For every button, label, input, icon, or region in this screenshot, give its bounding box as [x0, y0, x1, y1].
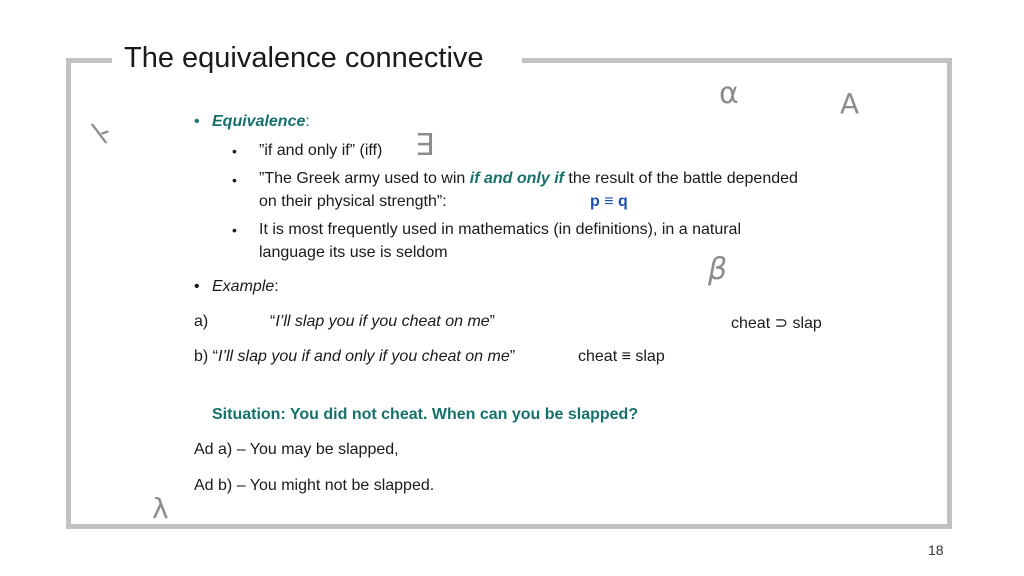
equivalence-label: Equivalence	[212, 113, 306, 130]
slide-title: The equivalence connective	[124, 42, 484, 74]
example-a-label: a)	[194, 313, 209, 330]
example-b-close: ”	[509, 348, 516, 365]
beta-symbol: β	[708, 252, 728, 287]
equivalence-heading	[212, 113, 310, 131]
exists-symbol: ∃	[415, 128, 434, 163]
greek-army-post: the result of the battle depended	[563, 170, 798, 187]
answer-a: Ad a) – You may be slapped,	[194, 441, 399, 458]
bullet-example: •	[194, 278, 200, 295]
example-b-sentence	[194, 348, 515, 366]
iff-definition: ”if and only if” (iff)	[259, 142, 383, 159]
example-colon: :	[274, 278, 279, 295]
negation-symbol: \-	[88, 115, 111, 150]
usage-line1: It is most frequently used in mathematics (in definitions), in a natural	[259, 221, 741, 238]
equivalence-colon: :	[305, 113, 310, 130]
example-a-open: “	[270, 313, 276, 330]
example-heading	[212, 278, 279, 296]
bullet-equivalence: •	[194, 113, 200, 130]
example-b-text: I’ll slap you if and only if you cheat on me	[218, 348, 510, 365]
bullet-sub3: •	[232, 222, 237, 238]
lambda-symbol: λ	[152, 492, 169, 525]
example-b-label: b) “	[194, 348, 218, 365]
greek-army-line2: on their physical strength”:	[259, 193, 447, 210]
usage-line2: language its use is seldom	[259, 244, 448, 261]
situation-question: Situation: You did not cheat. When can you be slapped?	[212, 406, 639, 423]
answer-b: Ad b) – You might not be slapped.	[194, 477, 435, 494]
example-a-text: I’ll slap you if you cheat on me	[275, 313, 490, 330]
page-number: 18	[928, 542, 944, 558]
bullet-sub2: •	[232, 172, 237, 188]
bullet-sub1: •	[232, 143, 237, 159]
example-a-close: ”	[489, 313, 495, 330]
forall-symbol: ∀	[840, 86, 860, 119]
alpha-symbol: α	[719, 76, 739, 111]
formula-p-equiv-q: p ≡ q	[590, 193, 628, 210]
formula-implication: cheat ⊃ slap	[731, 315, 822, 332]
greek-army-line1	[259, 170, 798, 188]
example-a-sentence	[270, 313, 495, 331]
example-label: Example	[212, 278, 275, 295]
formula-equivalence: cheat ≡ slap	[578, 348, 665, 365]
greek-army-pre: ”The Greek army used to win	[259, 170, 470, 187]
greek-army-iff: if and only if	[469, 170, 564, 187]
